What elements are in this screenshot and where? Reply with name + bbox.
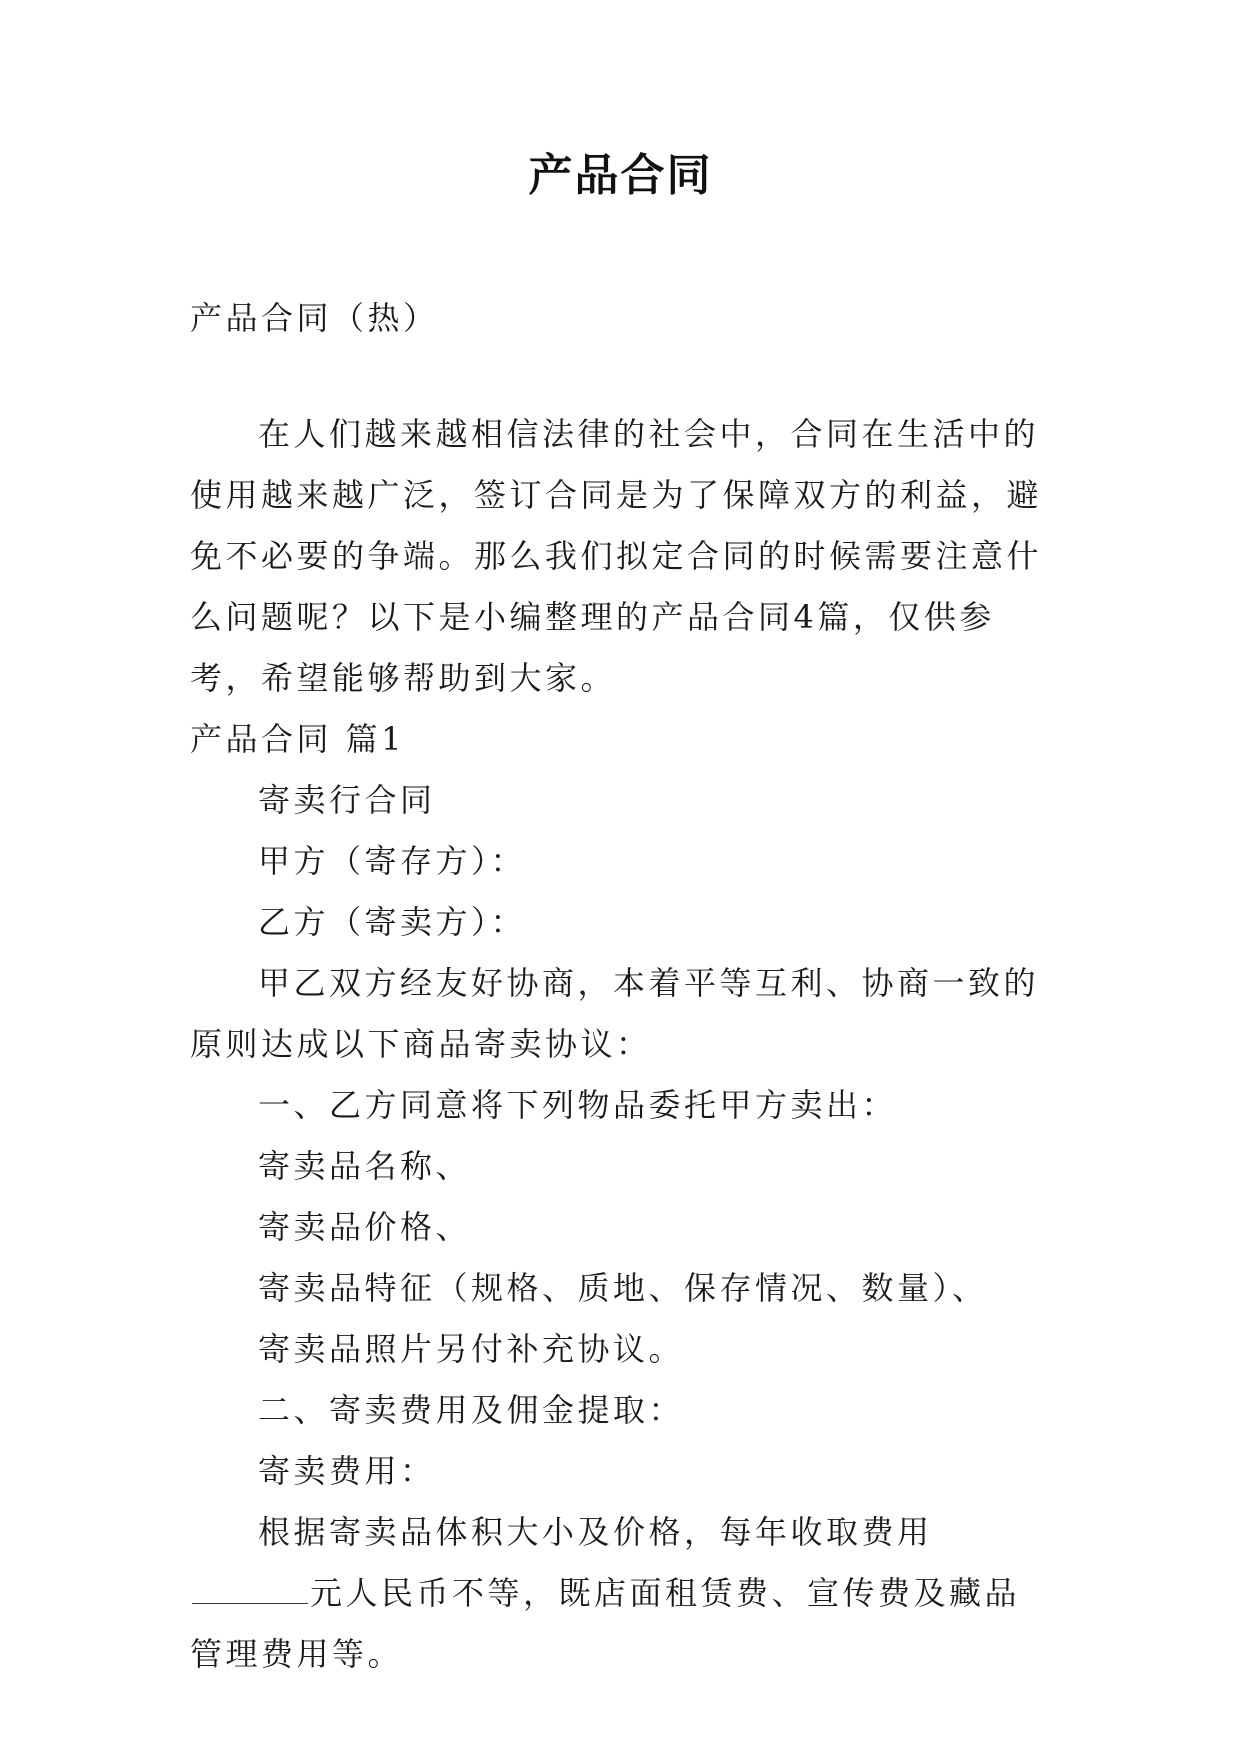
item-price-line: 寄卖品价格、 <box>258 1208 472 1246</box>
clause-2-heading: 二、寄卖费用及佣金提取： <box>258 1391 685 1429</box>
fee-text-after: 元人民币不等，既店面租赁费、宣传费及藏品管理费用等。 <box>190 1574 1021 1673</box>
document-subtitle: 产品合同（热） <box>190 299 439 337</box>
fee-text-before: 根据寄卖品体积大小及价格，每年收取费用 <box>258 1513 933 1551</box>
contract-name: 寄卖行合同 <box>258 781 436 819</box>
item-features-line: 寄卖品特征（规格、质地、保存情况、数量）、 <box>258 1269 988 1307</box>
fee-amount-blank <box>192 1577 308 1604</box>
item-photo-line: 寄卖品照片另付补充协议。 <box>258 1330 685 1368</box>
fee-label: 寄卖费用： <box>258 1452 436 1490</box>
section-heading: 产品合同 篇1 <box>190 720 406 758</box>
item-name-line: 寄卖品名称、 <box>258 1147 472 1185</box>
party-a-line: 甲方（寄存方）： <box>258 842 527 880</box>
clause-1-heading: 一、乙方同意将下列物品委托甲方卖出： <box>258 1086 898 1124</box>
fee-paragraph <box>190 1502 1052 1685</box>
agreement-preamble: 甲乙双方经友好协商，本着平等互利、协商一致的原则达成以下商品寄卖协议： <box>190 964 1040 1063</box>
document-title: 产品合同 <box>528 150 713 201</box>
intro-paragraph: 在人们越来越相信法律的社会中，合同在生活中的使用越来越广泛，签订合同是为了保障双方的利益，避免不必要的争端。那么我们拟定合同的时候需要注意什么问题呢？以下是小编整理的产品合同4篇，仅供参考，希望能够帮助到大家。 <box>190 415 1043 697</box>
party-b-line: 乙方（寄卖方）： <box>258 903 527 941</box>
document-body <box>190 288 1052 1685</box>
